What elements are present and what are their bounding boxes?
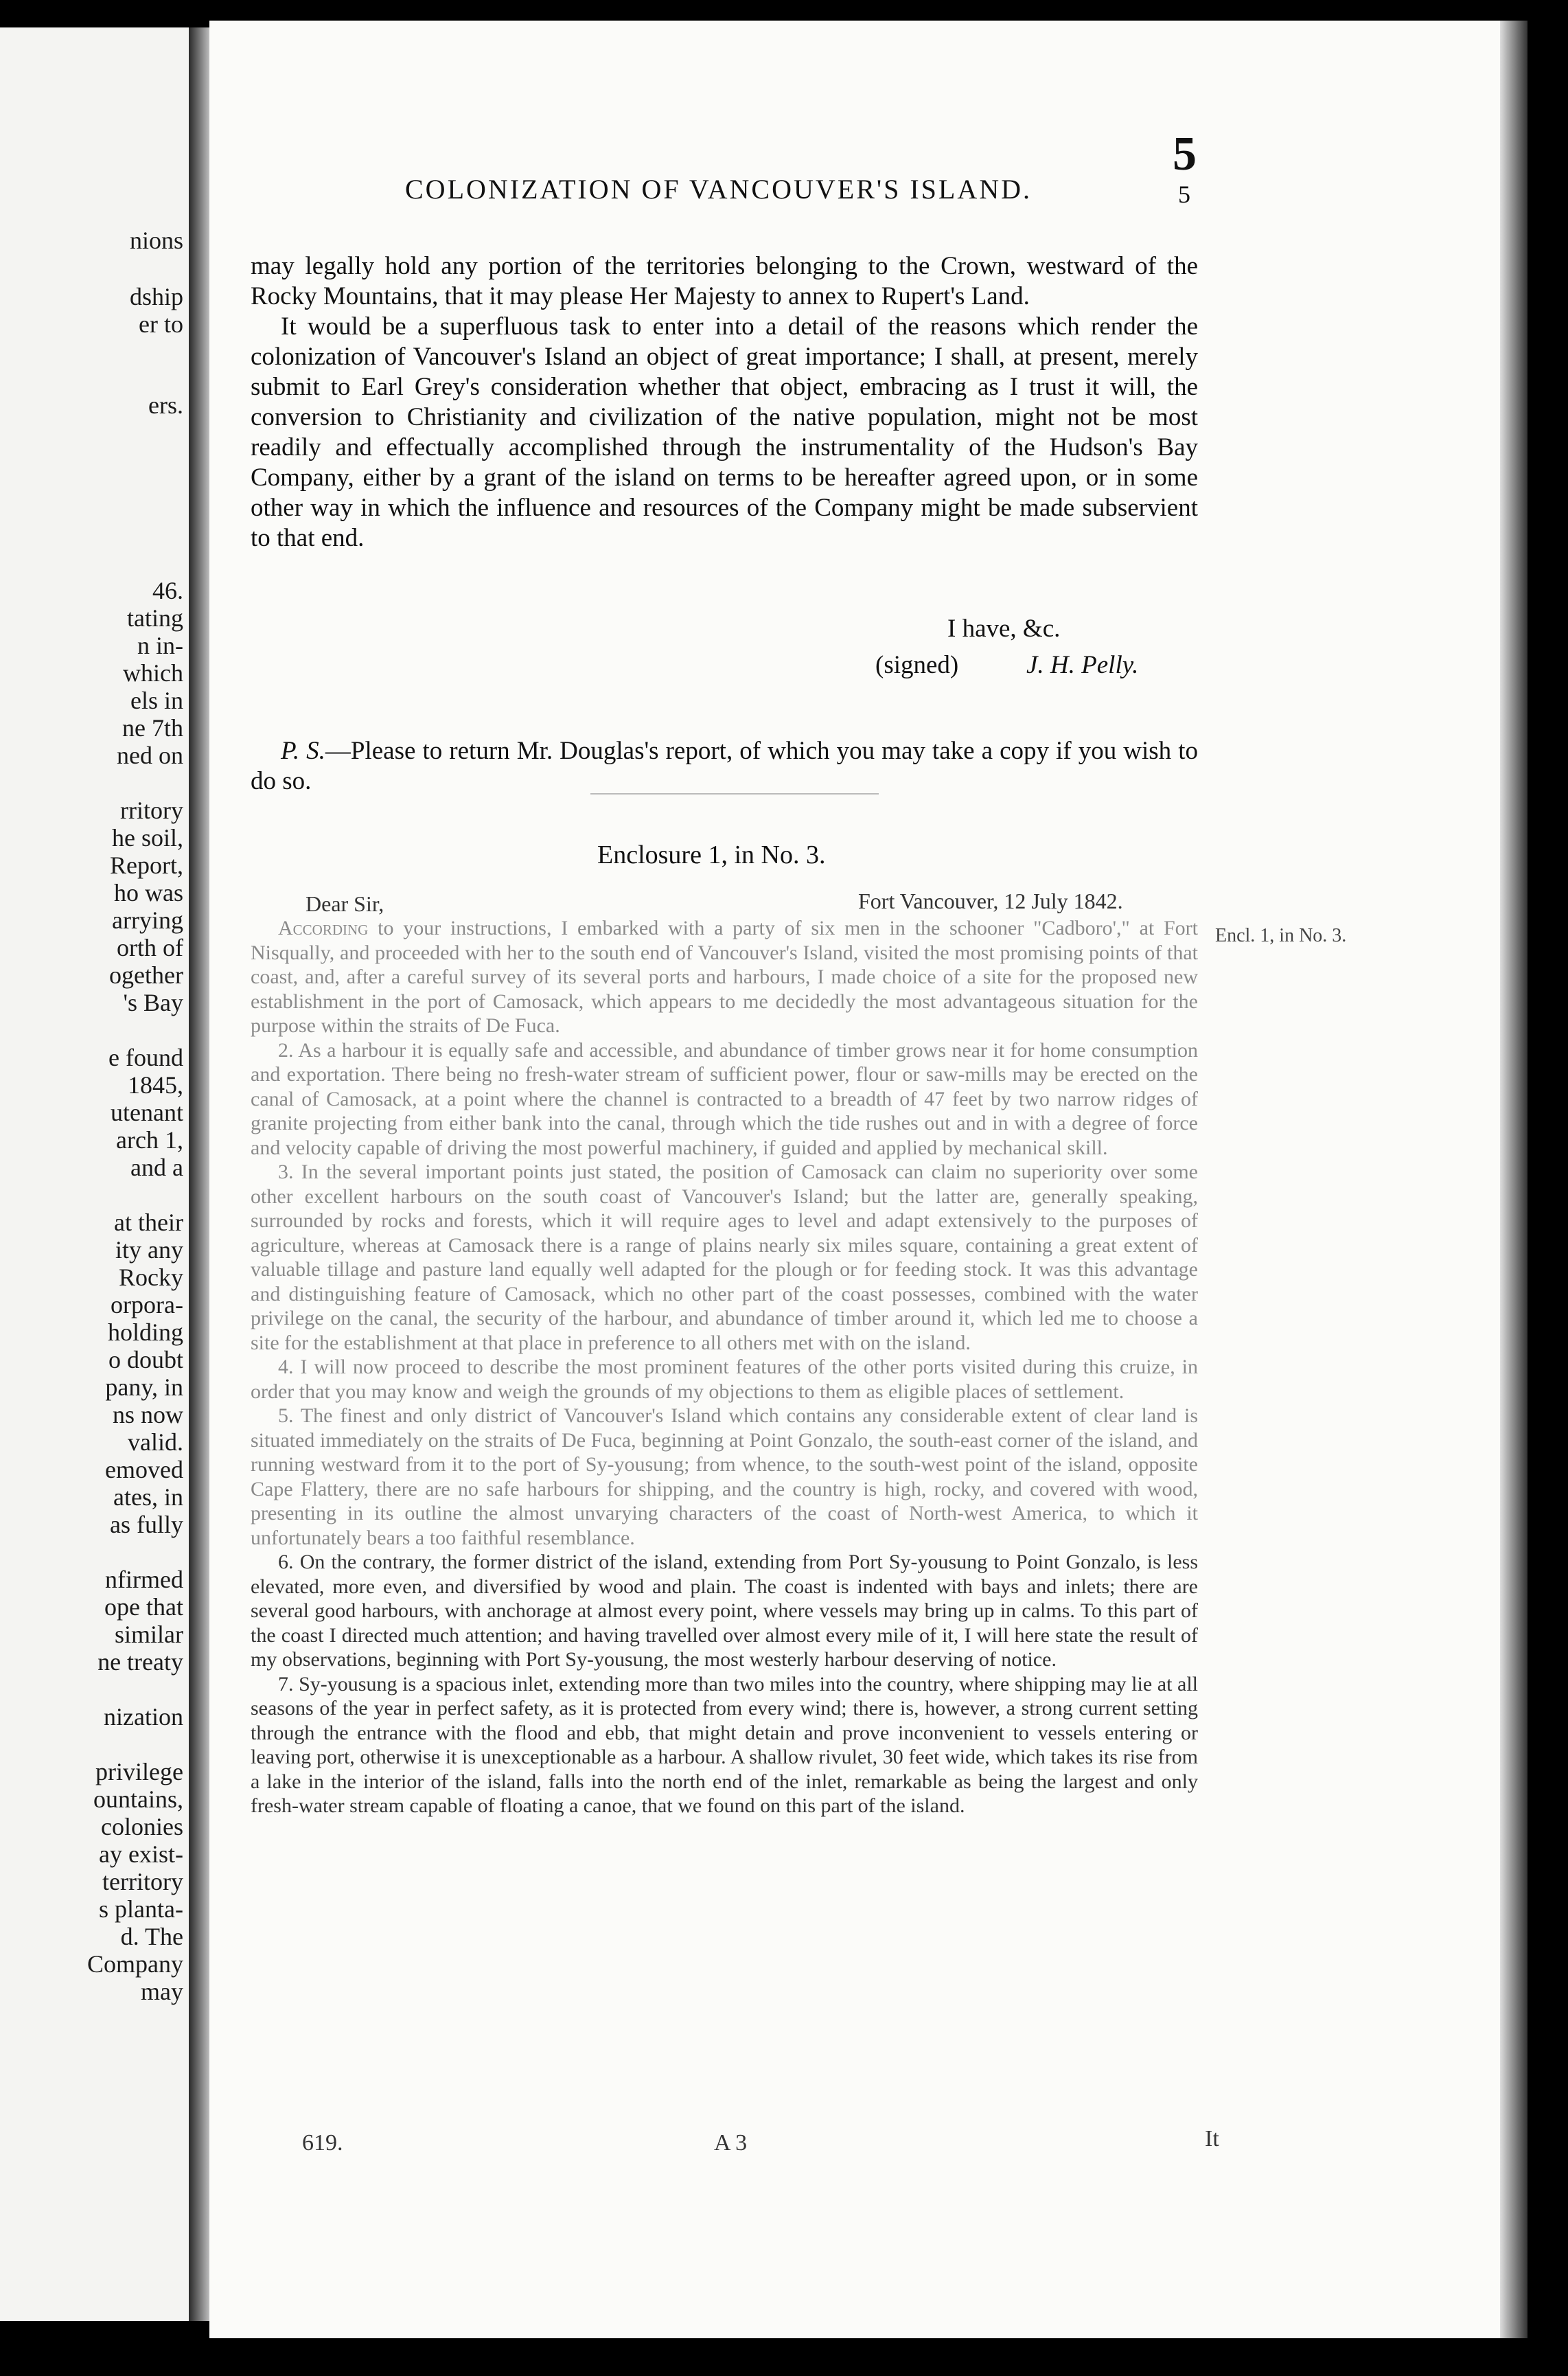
left-page-text-fragment: may xyxy=(141,1978,183,2005)
left-page-text-fragment: orpora- xyxy=(111,1291,183,1318)
left-page-text-fragment: Rocky xyxy=(119,1264,183,1291)
left-page-text-fragment: rritory xyxy=(120,797,183,824)
enclosure-paragraph-1: to your instructions, I embarked with a party of six men in the schooner "Cadboro'," at Fort Nisqually, and proceeded with her to the south end of Vancouver's Island, visited the most promising points of that coast, and, after a careful survey of its several ports and harbours, I made choice of a site for the proposed new establishment in the port of Camosack, which appears to me decidedly the most advantageous situation for the purpose within the straits of De Fuca. xyxy=(251,917,1198,1037)
left-page-text-fragment: n in- xyxy=(137,632,183,659)
left-page-text-fragment: ho was xyxy=(114,879,183,906)
margin-note: Encl. 1, in No. 3. xyxy=(1215,925,1347,946)
left-page-text-fragment: he soil, xyxy=(112,824,183,852)
left-page-text-fragment: emoved xyxy=(105,1456,183,1483)
left-page-text-fragment: utenant xyxy=(111,1099,183,1126)
left-page-text-fragment: tating xyxy=(127,604,183,632)
left-page-text-fragment: ates, in xyxy=(113,1483,183,1511)
left-page-text-fragment: Report, xyxy=(110,852,183,879)
left-page-text-fragment: dship xyxy=(129,283,183,310)
left-page-text-fragment: nions xyxy=(129,227,183,254)
left-page-text-fragment: ogether xyxy=(109,961,183,989)
left-page-text-fragment: similar xyxy=(115,1621,183,1648)
left-page-text-fragment: orth of xyxy=(117,934,183,961)
left-page-text-fragment: 's Bay xyxy=(123,989,183,1016)
left-page-text-fragment: s planta- xyxy=(99,1895,183,1923)
left-page-text-fragment: er to xyxy=(139,310,183,338)
postscript xyxy=(251,736,1198,797)
left-page-text-fragment: territory xyxy=(102,1868,183,1895)
enclosure-paragraph-4: 4. I will now proceed to describe the most prominent features of the other ports visited during this cruize, in order that you may know and weigh the grounds of my objections to them as eligible places of settlement. xyxy=(251,1356,1198,1403)
left-page-text-fragment: els in xyxy=(130,687,183,714)
left-page-text-fragment: 1845, xyxy=(128,1071,183,1099)
left-page-text-fragment: ns now xyxy=(112,1401,183,1428)
signature-mark: 619. xyxy=(302,2130,343,2156)
left-page-text-fragment: o doubt xyxy=(108,1346,183,1373)
left-page-text-fragment: as fully xyxy=(110,1511,183,1538)
left-page-text-fragment: arch 1, xyxy=(116,1126,183,1154)
left-page-text-fragment: colonies xyxy=(101,1813,183,1840)
left-page-text-fragment: nfirmed xyxy=(105,1566,183,1593)
sheet-signature: A 3 xyxy=(714,2130,748,2156)
signed-label: (signed) xyxy=(875,651,959,679)
ps-label: P. S. xyxy=(281,737,325,765)
left-page-text-fragment: pany, in xyxy=(105,1373,183,1401)
left-page-text-fragment: ned on xyxy=(117,742,183,769)
left-page-text-fragment: privilege xyxy=(95,1758,183,1785)
enclosure-body xyxy=(251,916,1198,1818)
left-page-text-fragment: Company xyxy=(87,1950,183,1978)
page-number: 5 xyxy=(1178,181,1190,208)
running-title: COLONIZATION OF VANCOUVER'S ISLAND. xyxy=(405,174,1032,205)
left-page-text-fragment: e found xyxy=(108,1044,183,1071)
signature: J. H. Pelly. xyxy=(1026,651,1139,679)
left-page-text-fragment: which xyxy=(123,659,183,687)
letter-paragraph-2: It would be a superfluous task to enter into a detail of the reasons which render the colonization of Vancouver's Island an object of great importance; I shall, at present, merely submit to Earl Grey's consideration whether that object, embracing as I trust it will, the conversion to Christianity and civilization of the native population, might not be most readily and effectually accomplished through the instrumentality of the Hudson's Bay Company, either by a grant of the island on terms to be hereafter agreed upon, or in some other way in which the influence and resources of the Company might be made subservient to that end. xyxy=(251,312,1198,552)
left-page-text-fragment: holding xyxy=(107,1318,183,1346)
left-page-text-fragment: ity any xyxy=(115,1236,183,1264)
catchword: It xyxy=(1205,2126,1219,2151)
left-page-text-fragment: ers. xyxy=(148,391,183,419)
enclosure-paragraph-7: 7. Sy-yousung is a spacious inlet, extending more than two miles into the country, where shipping may lie at all seasons of the year in perfect safety, as it is protected from every wind; there is, however, a strong current setting through the entrance with the flood and ebb, that might detain and prove inconvenient to vessels entering or leaving port, otherwise it is unexceptionable as a harbour. A shallow rivulet, 30 feet wide, which takes its rise from a lake in the interior of the island, falls into the north end of the inlet, remarkable as being the largest and only fresh-water stream capable of floating a canoe, that we found on this part of the island. xyxy=(251,1672,1198,1817)
left-page-text-fragment: nization xyxy=(104,1703,183,1730)
left-page-text-fragment: valid. xyxy=(128,1428,183,1456)
letter-body xyxy=(251,251,1198,553)
salutation: Dear Sir, xyxy=(305,891,384,916)
left-page-text-fragment: at their xyxy=(114,1209,183,1236)
enclosure-paragraph-6: 6. On the contrary, the former district of the island, extending from Port Sy-yousung to Point Gonzalo, is less elevated, more even, and diversified by wood and plain. The coast is indented with bays and inlets; there are several good harbours, with anchorage at almost every point, where vessels may bring up in calms. To this part of the coast I directed much attention; and having travelled over almost every mile of it, I will here state the result of my observations, beginning with Port Sy-yousung, the most westerly harbour deserving of notice. xyxy=(251,1551,1198,1671)
enclosure-paragraph-3: 3. In the several important points just stated, the position of Camosack can claim no superiority over some other excellent harbours on the south coast of Vancouver's Island; but the latter are, generally speaking, surrounded by rocks and forests, which it will require ages to level and adapt extensively to the purposes of agriculture, whereas at Camosack there is a range of plains nearly six miles square, containing a great extent of valuable tillage and pasture land equally well adapted for the plough or for feeding stock. It was this advantage and distinguishing feature of Camosack, which no other part of the coast possesses, combined with the water privilege on the canal, the security of the harbour, and abundance of timber around it, which led me to choose a site for the establishment at that place in preference to all others met with on the island. xyxy=(251,1161,1198,1354)
enclosure-heading: Enclosure 1, in No. 3. xyxy=(597,841,826,869)
place-date: Fort Vancouver, 12 July 1842. xyxy=(858,889,1123,913)
enclosure-paragraph-2: 2. As a harbour it is equally safe and accessible, and abundance of timber grows near it for home consumption and exportation. There being no fresh-water stream of sufficient power, flour or saw-mills may be erected on the canal of Camosack, at a point where the channel is contracted to a breadth of 47 feet by two narrow ridges of granite projecting from either bank into the canal, through which the tide rushes out and in with a degree of force and velocity capable of driving the most powerful machinery, if guided and applied by mechanical skill. xyxy=(251,1038,1198,1159)
left-page-text-fragment: ay exist- xyxy=(99,1840,183,1868)
left-page-text-fragment: ountains, xyxy=(93,1785,183,1813)
left-page-text-fragment: ne 7th xyxy=(122,714,183,742)
facing-page-fragment xyxy=(0,27,189,2321)
left-page-text-fragment: 46. xyxy=(152,577,183,604)
book-gutter xyxy=(189,27,209,2321)
letter-closing: I have, &c. xyxy=(947,615,1061,643)
section-divider xyxy=(590,793,879,795)
left-page-text-fragment: arrying xyxy=(112,906,183,934)
main-page xyxy=(209,21,1500,2338)
letter-paragraph-1: may legally hold any portion of the territories belonging to the Crown, westward of the Rocky Mountains, that it may please Her Majesty to annex to Rupert's Land. xyxy=(251,252,1198,310)
enclosure-paragraph-5: 5. The finest and only district of Vancouver's Island which contains any considerable extent of clear land is situated immediately on the straits of De Fuca, beginning at Point Gonzalo, the south-east corner of the island, and running westward from it to the port of Sy-yousung; from whence, to the south-west point of the island, opposite Cape Flattery, there are no safe harbours for shipping, and the country is high, rocky, and covered with wood, presenting in its outline the almost unvarying characters of the coast of North-west America, to which it unfortunately bears a too faithful resemblance. xyxy=(251,1404,1198,1549)
page-edge-shadow xyxy=(1500,21,1527,2338)
opening-word: According xyxy=(278,917,369,939)
left-page-text-fragment: d. The xyxy=(120,1923,183,1950)
ps-text: —Please to return Mr. Douglas's report, of which you may take a copy if you wish to do so. xyxy=(251,737,1198,795)
left-page-text-fragment: ope that xyxy=(104,1593,183,1621)
left-page-text-fragment: and a xyxy=(130,1154,183,1181)
left-page-text-fragment: ne treaty xyxy=(97,1648,183,1676)
page-number-stamp: 5 xyxy=(1173,128,1197,181)
